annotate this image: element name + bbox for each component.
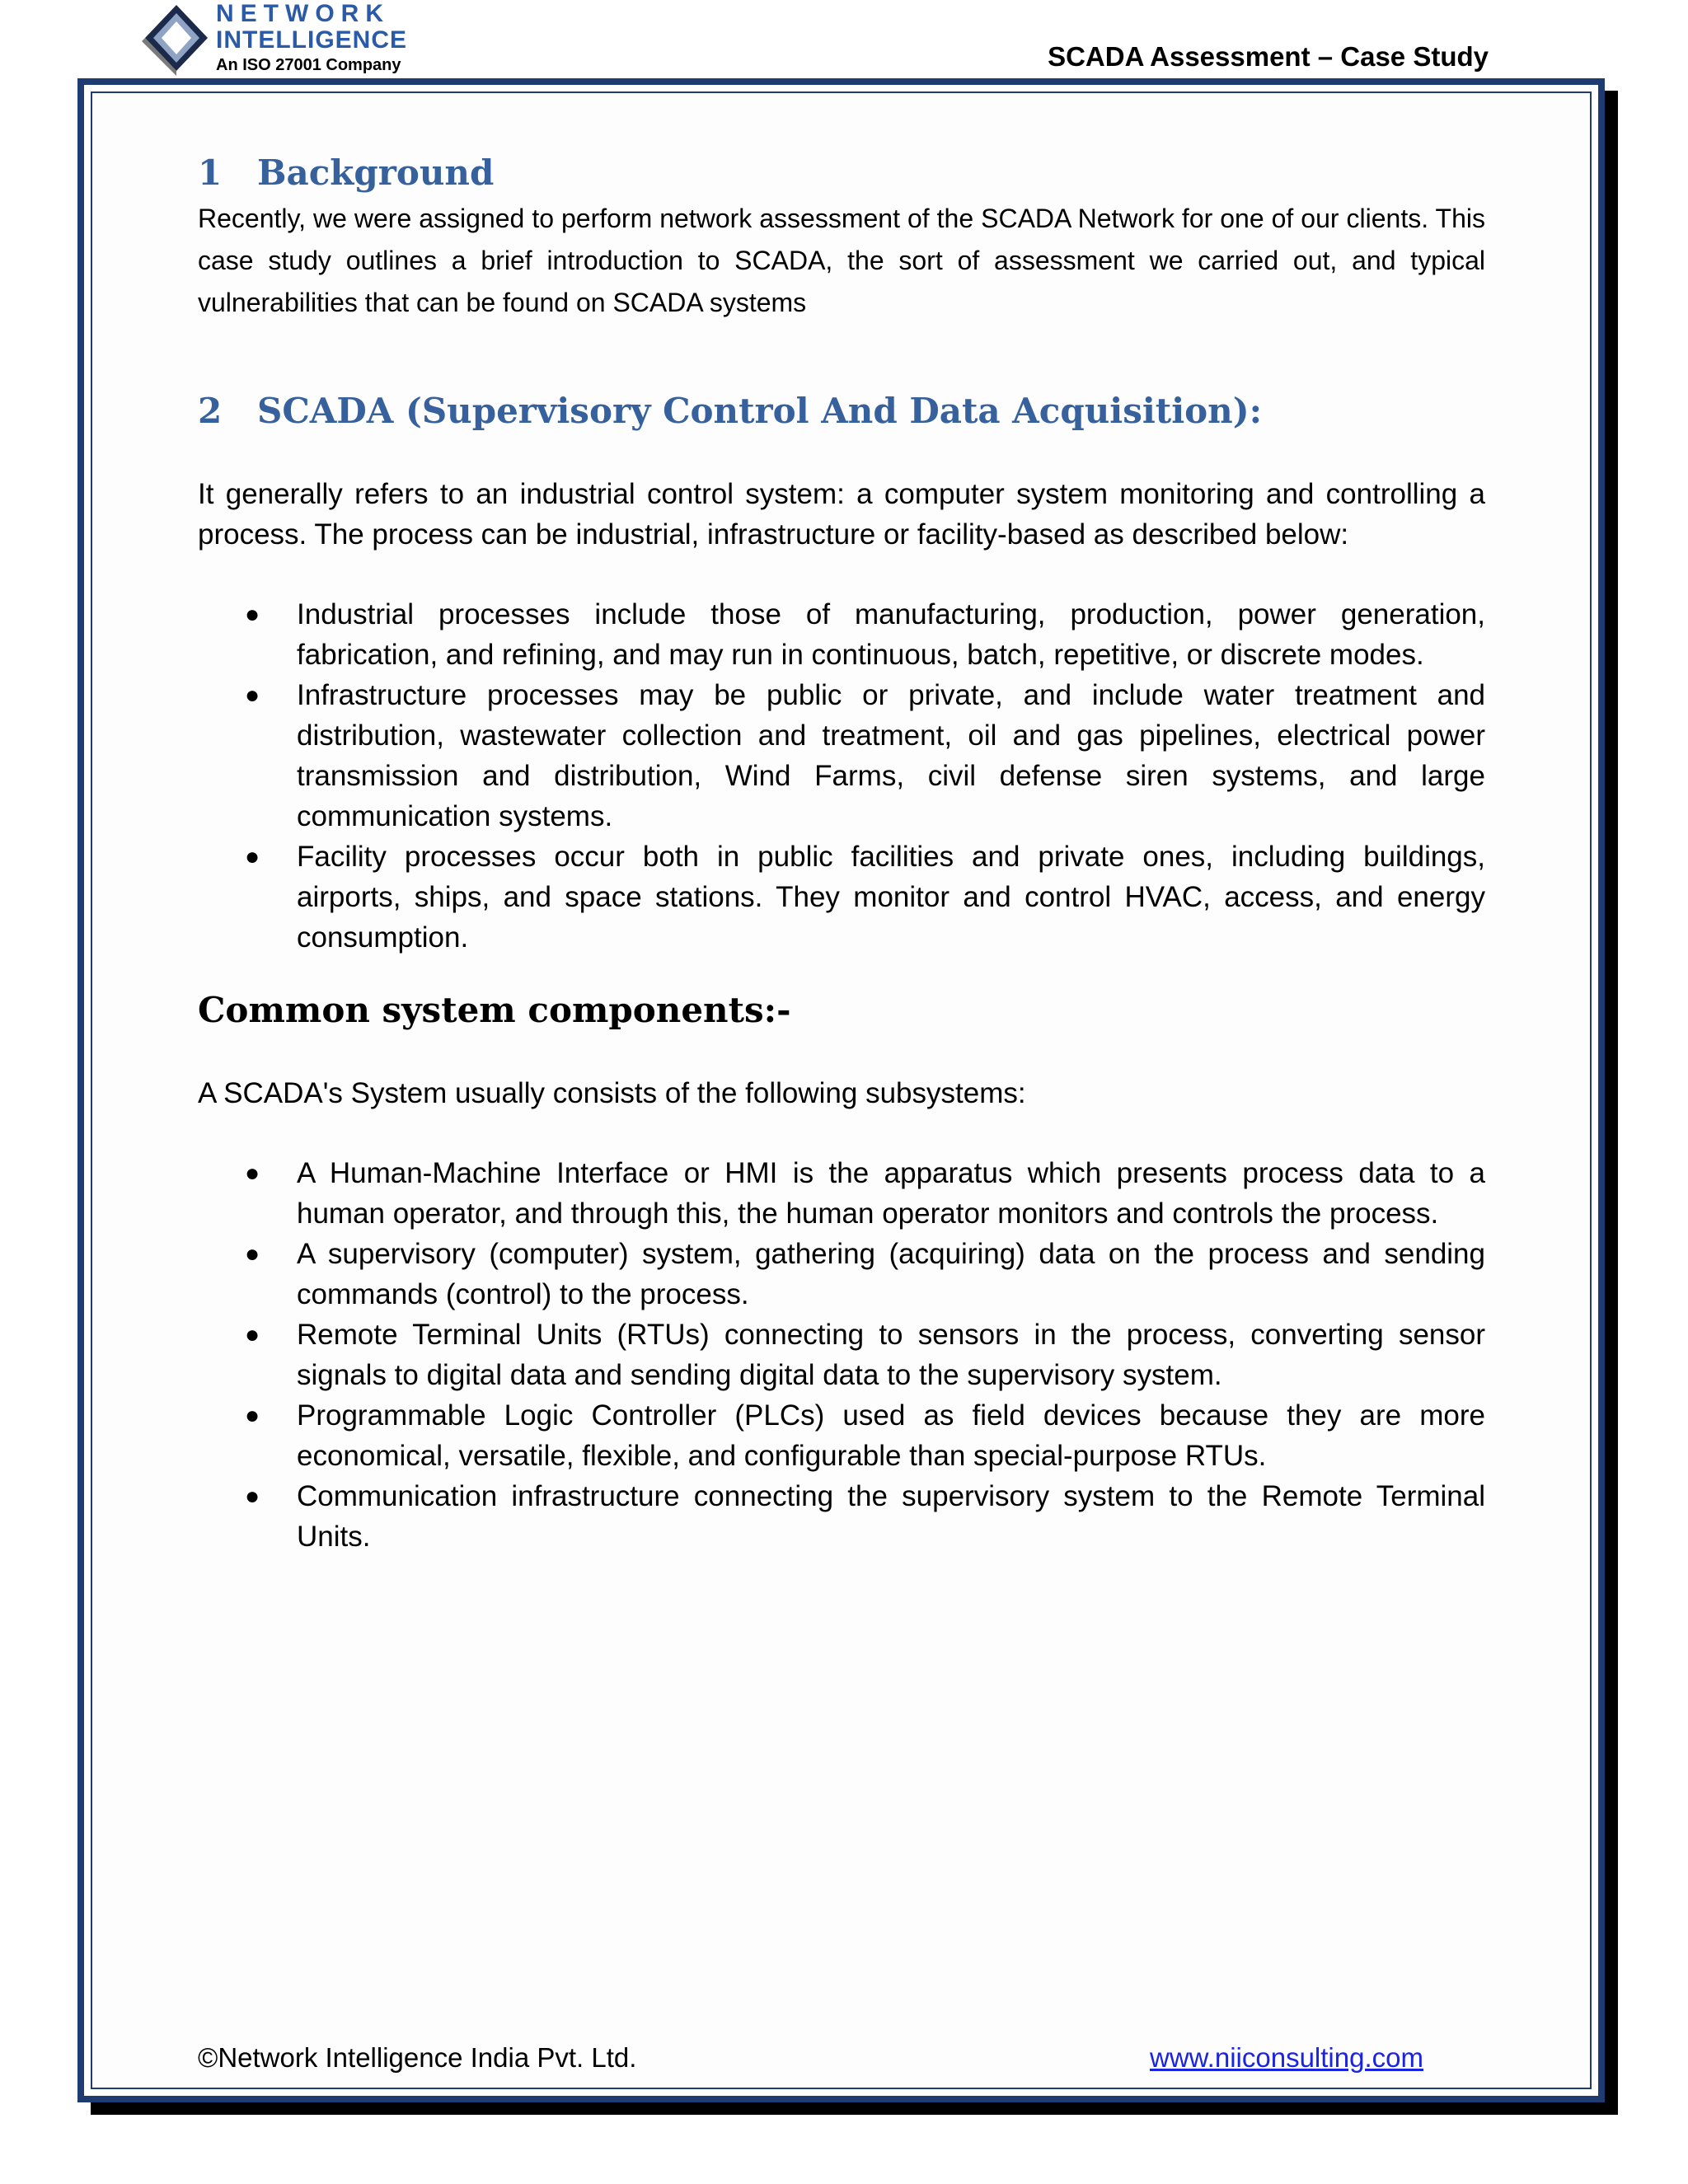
list-item: ● Infrastructure processes may be public or private, and include water treatment and distribution, wastewater collection and treatment, oil and gas pipelines, electrical power transmission and distribution, Wind Farms, civil defense siren systems, and large communication systems.: [198, 675, 1485, 837]
section-title: Background: [257, 152, 495, 193]
bullet-icon: ●: [245, 1240, 260, 1268]
section-number: 1: [198, 152, 223, 193]
document-body: [198, 148, 1485, 1557]
section-number: 2: [198, 391, 223, 431]
list-item: ● Facility processes occur both in public facilities and private ones, including buildings, airports, ships, and space stations. They monitor and control HVAC, access, and energy consumption.: [198, 837, 1485, 958]
bullet-icon: ●: [245, 682, 260, 709]
logo-text-intelligence: INTELLIGENCE: [216, 26, 408, 54]
bullet-icon: ●: [245, 1402, 260, 1429]
logo-diamond-icon: [142, 2, 211, 76]
components-list: [198, 1153, 1485, 1557]
list-item: ● Communication infrastructure connecting the supervisory system to the Remote Terminal Units.: [198, 1476, 1485, 1557]
document-title: SCADA Assessment – Case Study: [1048, 41, 1489, 72]
scada-intro-paragraph: It generally refers to an industrial control system: a computer system monitoring and controlling a process. The process can be industrial, infrastructure or facility-based as described below:: [198, 478, 1485, 551]
company-logo: [142, 0, 406, 79]
bullet-icon: ●: [245, 843, 260, 870]
bullet-icon: ●: [245, 1160, 260, 1187]
footer-copyright: ©Network Intelligence India Pvt. Ltd.: [198, 2042, 637, 2073]
section-heading-background: [198, 148, 1485, 198]
list-item: ● A supervisory (computer) system, gathering (acquiring) data on the process and sending commands (control) to the process.: [198, 1234, 1485, 1315]
list-item: ● Industrial processes include those of manufacturing, production, power generation, fabrication, and refining, and may run in continuous, batch, repetitive, or discrete modes.: [198, 594, 1485, 675]
bullet-icon: ●: [245, 1321, 260, 1348]
logo-text-network: NETWORK: [216, 0, 390, 27]
section-title: SCADA (Supervisory Control And Data Acquisition):: [257, 391, 1263, 431]
process-types-list: [198, 594, 1485, 958]
list-item: ● A Human-Machine Interface or HMI is the apparatus which presents process data to a human operator, and through this, the human operator monitors and controls the process.: [198, 1153, 1485, 1234]
bullet-icon: ●: [245, 1483, 260, 1510]
bullet-icon: ●: [245, 601, 260, 628]
background-paragraph: Recently, we were assigned to perform network assessment of the SCADA Network for one of our clients. This case study outlines a brief introduction to SCADA, the sort of assessment we carried out, and typical vulnerabilities that can be found on SCADA systems: [198, 204, 1485, 317]
section-heading-scada: [198, 387, 1485, 436]
components-heading: Common system components:-: [198, 990, 791, 1030]
list-item: ● Programmable Logic Controller (PLCs) used as field devices because they are more economical, versatile, flexible, and configurable than special-purpose RTUs.: [198, 1395, 1485, 1476]
components-intro: A SCADA's System usually consists of the following subsystems:: [198, 1077, 1026, 1109]
list-item: ● Remote Terminal Units (RTUs) connecting to sensors in the process, converting sensor signals to digital data and sending digital data to the supervisory system.: [198, 1315, 1485, 1395]
footer-website-link[interactable]: www.niiconsulting.com: [1150, 2042, 1423, 2073]
logo-tagline: An ISO 27001 Company: [216, 56, 401, 74]
